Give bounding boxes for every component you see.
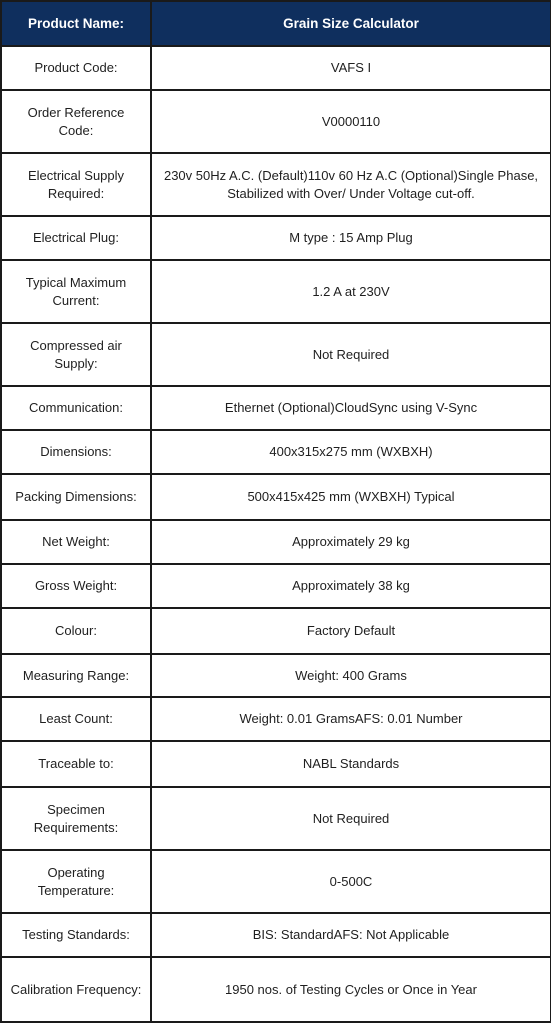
spec-label: Packing Dimensions: [1, 474, 151, 520]
spec-label: Colour: [1, 608, 151, 654]
spec-value: 400x315x275 mm (WXBXH) [151, 430, 551, 474]
spec-label: Product Code: [1, 46, 151, 90]
spec-label: Electrical Supply Required: [1, 153, 151, 216]
spec-value: NABL Standards [151, 741, 551, 787]
spec-label: Electrical Plug: [1, 216, 151, 260]
spec-value: 1950 nos. of Testing Cycles or Once in Year [151, 957, 551, 1022]
spec-label: Operating Temperature: [1, 850, 151, 913]
spec-value: Not Required [151, 787, 551, 850]
spec-label: Typical Maximum Current: [1, 260, 151, 323]
table-row [1, 913, 551, 957]
spec-label: Communication: [1, 386, 151, 430]
table-row [1, 654, 551, 697]
spec-label: Traceable to: [1, 741, 151, 787]
spec-value: VAFS I [151, 46, 551, 90]
table-row [1, 46, 551, 90]
spec-label: Net Weight: [1, 520, 151, 564]
spec-label: Compressed air Supply: [1, 323, 151, 386]
spec-value: Approximately 29 kg [151, 520, 551, 564]
table-row [1, 741, 551, 787]
spec-value: V0000110 [151, 90, 551, 153]
spec-value: Weight: 0.01 GramsAFS: 0.01 Number [151, 697, 551, 741]
table-row [1, 850, 551, 913]
spec-body [1, 46, 551, 1022]
table-row [1, 90, 551, 153]
table-row [1, 430, 551, 474]
spec-value: Factory Default [151, 608, 551, 654]
spec-label: Specimen Requirements: [1, 787, 151, 850]
spec-label: Testing Standards: [1, 913, 151, 957]
spec-value: BIS: StandardAFS: Not Applicable [151, 913, 551, 957]
spec-label: Calibration Frequency: [1, 957, 151, 1022]
spec-label: Order Reference Code: [1, 90, 151, 153]
table-row [1, 216, 551, 260]
table-row [1, 260, 551, 323]
table-row [1, 386, 551, 430]
header-label: Product Name: [1, 1, 151, 46]
table-row [1, 520, 551, 564]
header-row [1, 1, 551, 46]
table-row [1, 474, 551, 520]
table-row [1, 323, 551, 386]
table-row [1, 564, 551, 608]
spec-value: Ethernet (Optional)CloudSync using V-Sync [151, 386, 551, 430]
spec-value: 230v 50Hz A.C. (Default)110v 60 Hz A.C (Optional)Single Phase, Stabilized with Over/ Under Voltage cut-off. [151, 153, 551, 216]
spec-value: 1.2 A at 230V [151, 260, 551, 323]
spec-label: Gross Weight: [1, 564, 151, 608]
spec-label: Measuring Range: [1, 654, 151, 697]
spec-value: 0-500C [151, 850, 551, 913]
spec-value: M type : 15 Amp Plug [151, 216, 551, 260]
spec-label: Dimensions: [1, 430, 151, 474]
table-row [1, 697, 551, 741]
table-row [1, 608, 551, 654]
spec-value: Approximately 38 kg [151, 564, 551, 608]
table-row [1, 153, 551, 216]
table-row [1, 787, 551, 850]
table-row [1, 957, 551, 1022]
spec-value: Weight: 400 Grams [151, 654, 551, 697]
header-value: Grain Size Calculator [151, 1, 551, 46]
spec-value: 500x415x425 mm (WXBXH) Typical [151, 474, 551, 520]
spec-value: Not Required [151, 323, 551, 386]
spec-label: Least Count: [1, 697, 151, 741]
